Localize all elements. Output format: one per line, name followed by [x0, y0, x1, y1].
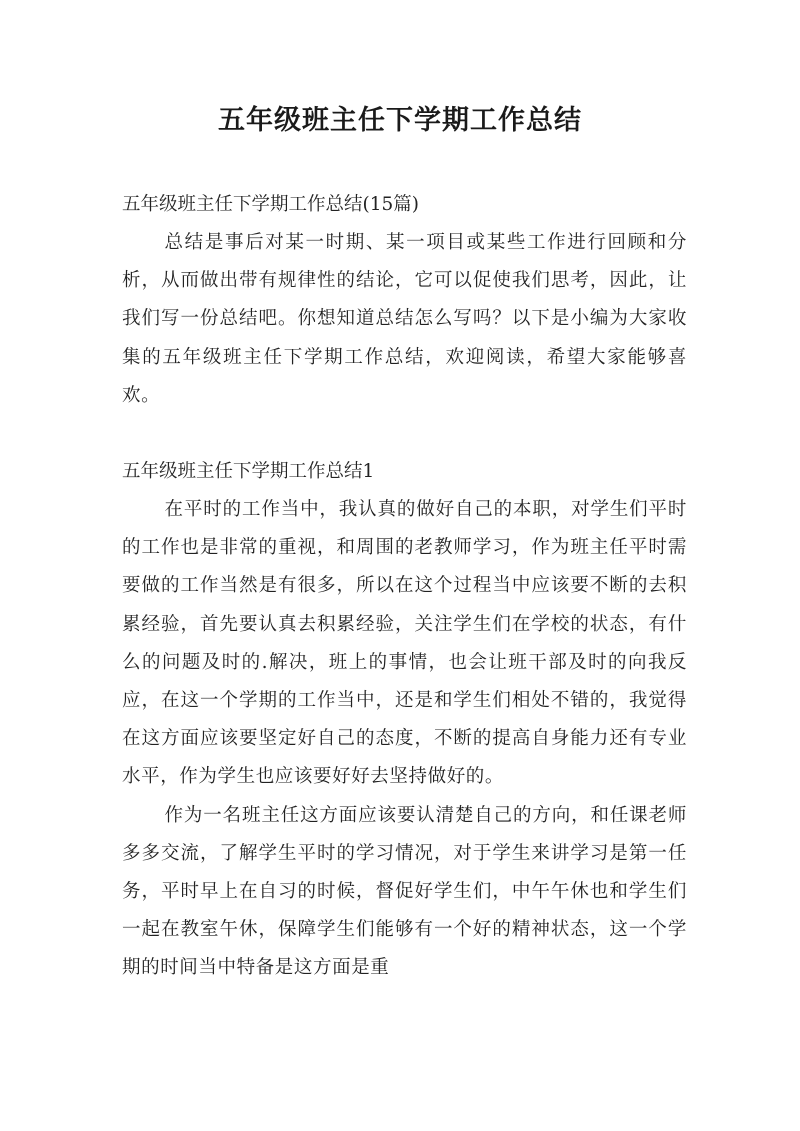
document-title: 五年级班主任下学期工作总结	[218, 105, 582, 136]
document-body	[122, 186, 687, 988]
document-subtitle: 五年级班主任下学期工作总结(15篇)	[122, 194, 419, 215]
body-paragraph: 在平时的工作当中，我认真的做好自己的本职，对学生们平时的工作也是非常的重视，和周围的老教师学习，作为班主任平时需要做的工作当然是有很多，所以在这个过程当中应该要不断的去积累经验，首先要认真去积累经验，关注学生们在学校的状态，有什么的问题及时的.解决，班上的事情，也会让班干部及时的向我反应，在这一个学期的工作当中，还是和学生们相处不错的，我觉得在这方面应该要坚定好自己的态度，不断的提高自身能力还有专业水平，作为学生也应该要好好去坚持做好的。	[122, 499, 687, 788]
section-heading: 五年级班主任下学期工作总结1	[122, 461, 375, 483]
intro-paragraph: 总结是事后对某一时期、某一项目或某些工作进行回顾和分析，从而做出带有规律性的结论，它可以促使我们思考，因此，让我们写一份总结吧。你想知道总结怎么写吗？以下是小编为大家收集的五年级班主任下学期工作总结，欢迎阅读，希望大家能够喜欢。	[122, 232, 687, 406]
paragraph-gap	[122, 415, 687, 453]
body-paragraph: 作为一名班主任这方面应该要认清楚自己的方向，和任课老师多多交流，了解学生平时的学习情况，对于学生来讲学习是第一任务，平时早上在自习的时候，督促好学生们，中午午休也和学生们一起在教室午休，保障学生们能够有一个好的精神状态，这一个学期的时间当中特备是这方面是重	[122, 804, 687, 979]
